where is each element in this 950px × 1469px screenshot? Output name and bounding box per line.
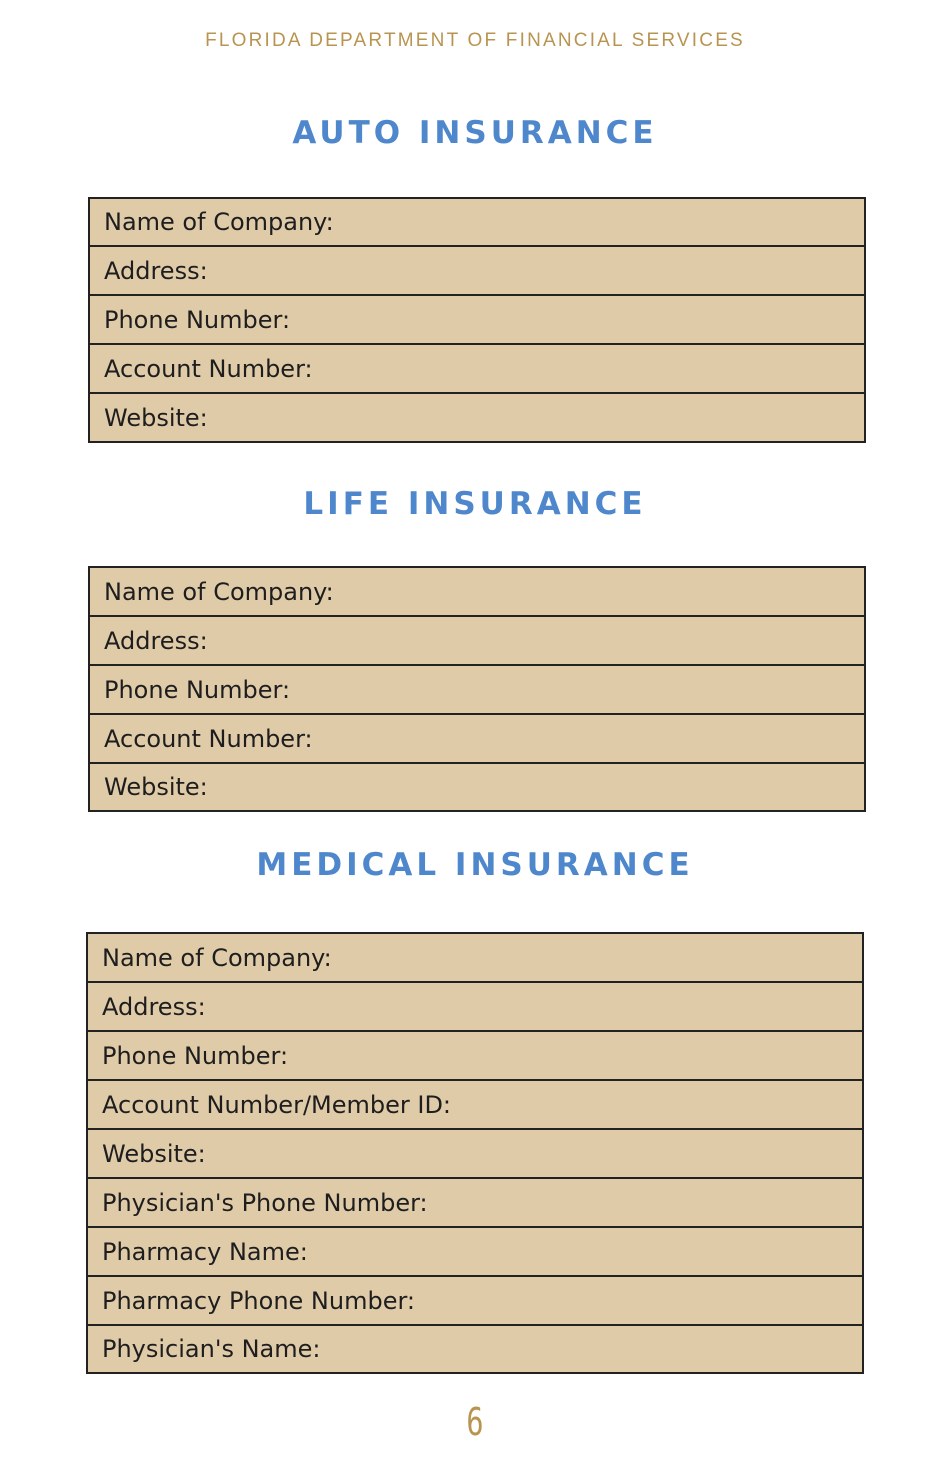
auto-address-field[interactable]: Address: (90, 247, 864, 296)
life-address-field[interactable]: Address: (90, 617, 864, 666)
medical-insurance-form (86, 932, 864, 1374)
life-account-field[interactable]: Account Number: (90, 715, 864, 764)
medical-website-field[interactable]: Website: (88, 1130, 862, 1179)
document-header: FLORIDA DEPARTMENT OF FINANCIAL SERVICES (205, 30, 745, 51)
medical-address-field[interactable]: Address: (88, 983, 862, 1032)
auto-insurance-title: AUTO INSURANCE (292, 115, 658, 151)
life-company-field[interactable]: Name of Company: (90, 568, 864, 617)
auto-account-field[interactable]: Account Number: (90, 345, 864, 394)
medical-company-field[interactable]: Name of Company: (88, 934, 862, 983)
physician-name-field[interactable]: Physician's Name: (102, 1335, 321, 1363)
page-number: 6 (466, 1400, 484, 1444)
medical-insurance-title: MEDICAL INSURANCE (256, 847, 694, 883)
auto-insurance-form (88, 197, 866, 443)
life-insurance-title: LIFE INSURANCE (303, 486, 647, 522)
pharmacy-phone-field[interactable]: Pharmacy Phone Number: (88, 1277, 862, 1326)
auto-company-field[interactable]: Name of Company: (90, 199, 864, 247)
life-website-field[interactable]: Website: (104, 773, 208, 801)
physician-phone-field[interactable]: Physician's Phone Number: (88, 1179, 862, 1228)
life-insurance-form (88, 566, 866, 812)
auto-phone-field[interactable]: Phone Number: (90, 296, 864, 345)
medical-account-member-id-field[interactable]: Account Number/Member ID: (88, 1081, 862, 1130)
medical-phone-field[interactable]: Phone Number: (88, 1032, 862, 1081)
life-phone-field[interactable]: Phone Number: (90, 666, 864, 715)
auto-website-field[interactable]: Website: (104, 403, 208, 432)
pharmacy-name-field[interactable]: Pharmacy Name: (88, 1228, 862, 1277)
